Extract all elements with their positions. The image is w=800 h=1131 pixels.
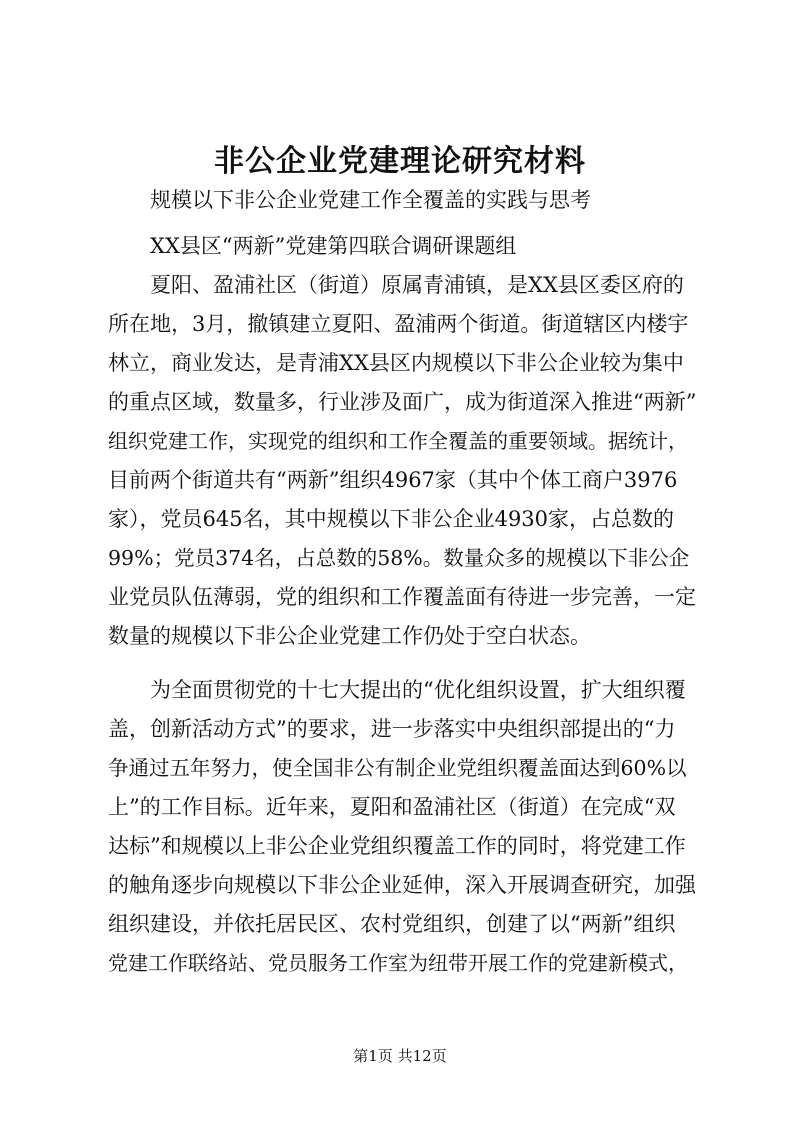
page-number-footer: 第1页 共12页 — [353, 1047, 447, 1065]
paragraph-line: 的重点区域，数量多，行业涉及面广，成为街道深入推进“两新” — [108, 390, 697, 414]
paragraph-line: 目前两个街道共有“两新”组织4967家（其中个体工商户3976 — [108, 468, 678, 492]
paragraph-line: 盖，创新活动方式”的要求，进一步落实中央组织部提出的“力 — [108, 717, 676, 741]
paragraph-line: 组织党建工作，实现党的组织和工作全覆盖的重要领域。据统计， — [108, 429, 688, 453]
paragraph-line: 林立，商业发达，是青浦XX县区内规模以下非公企业较为集中 — [108, 351, 684, 375]
paragraph-line: 业党员队伍薄弱，党的组织和工作覆盖面有待进一步完善，一定 — [108, 585, 696, 609]
paragraph-line: 夏阳、盈浦社区（街道）原属青浦镇，是XX县区委区府的 — [150, 273, 684, 297]
paragraph-line: 组织建设，并依托居民区、农村党组织，创建了以“两新”组织 — [108, 912, 676, 936]
subtitle-line: 规模以下非公企业党建工作全覆盖的实践与思考 — [150, 188, 591, 212]
paragraph-line: 争通过五年努力，使全国非公有制企业党组织覆盖面达到60%以 — [108, 756, 687, 780]
paragraph-line: 的触角逐步向规模以下非公企业延伸，深入开展调查研究，加强 — [108, 873, 696, 897]
paragraph-line: 上”的工作目标。近年来，夏阳和盈浦社区（街道）在完成“双 — [108, 795, 676, 819]
paragraph-line: 党建工作联络站、党员服务工作室为纽带开展工作的党建新模式， — [108, 951, 688, 975]
document-title: 非公企业党建理论研究材料 — [214, 144, 586, 179]
paragraph-line: 所在地，3月，撤镇建立夏阳、盈浦两个街道。街道辖区内楼宇 — [108, 312, 689, 336]
author-line: XX县区“两新”党建第四联合调研课题组 — [150, 234, 517, 258]
paragraph-line: 数量的规模以下非公企业党建工作仍处于空白状态。 — [108, 624, 591, 648]
paragraph-line: 99%；党员374名，占总数的58%。数量众多的规模以下非公企 — [108, 546, 690, 570]
paragraph-line: 家），党员645名，其中规模以下非公企业4930家，占总数的 — [108, 507, 675, 531]
paragraph-line: 为全面贯彻党的十七大提出的“优化组织设置，扩大组织覆 — [150, 678, 686, 702]
paragraph-line: 达标”和规模以上非公企业党组织覆盖工作的同时，将党建工作 — [108, 834, 686, 858]
